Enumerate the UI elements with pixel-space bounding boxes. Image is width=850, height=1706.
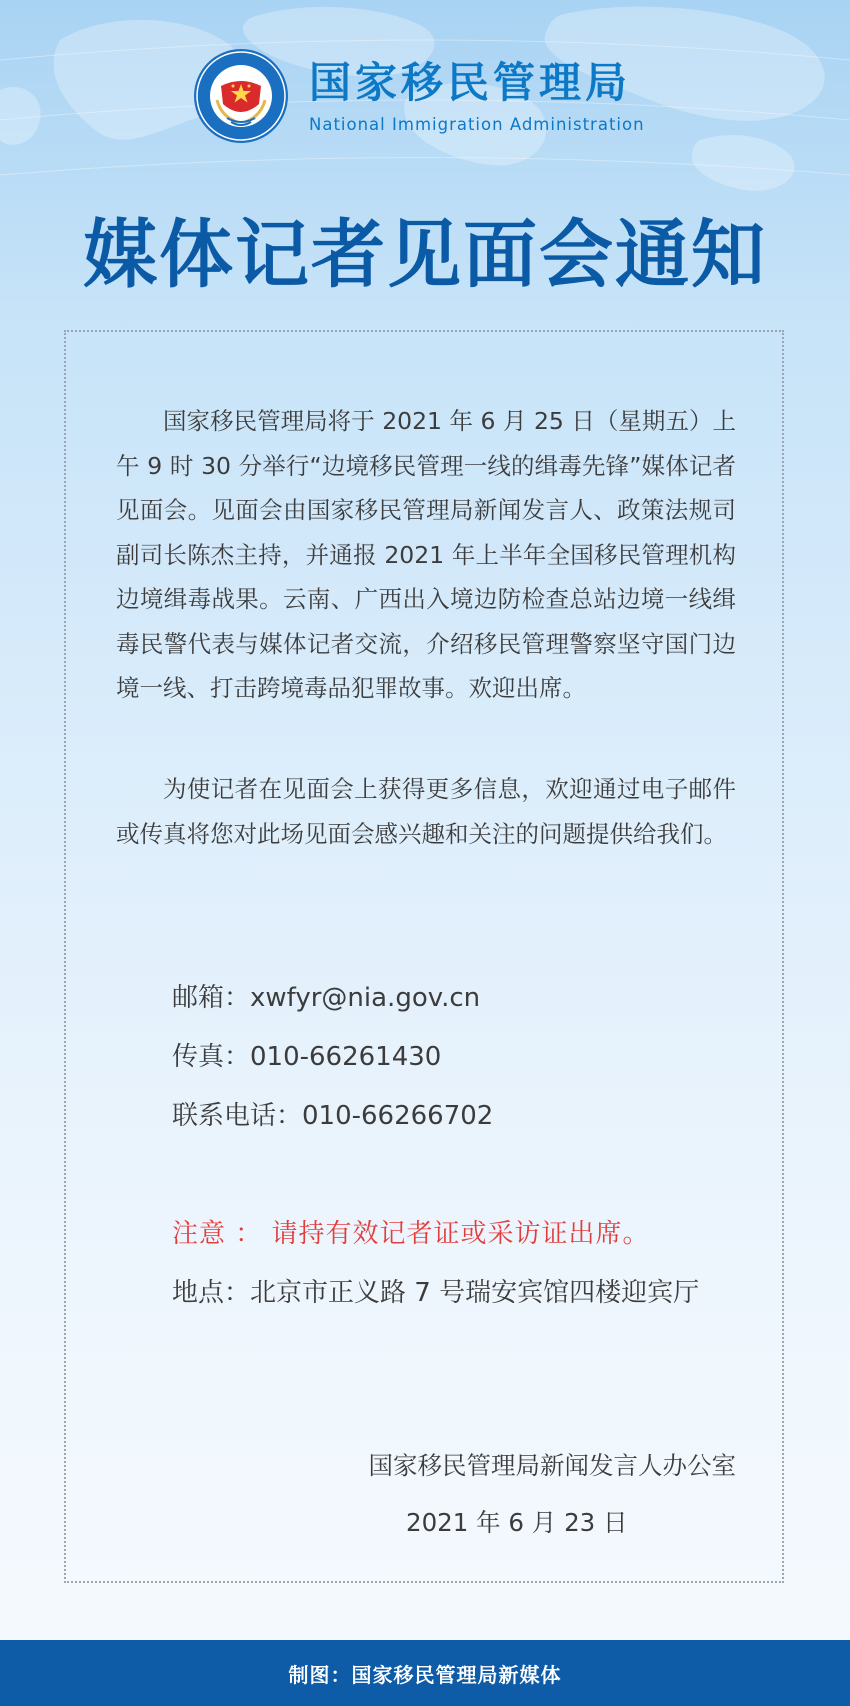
- agency-header: [193, 48, 645, 144]
- signature-office: 国家移民管理局新闻发言人办公室: [368, 1451, 736, 1480]
- venue-location: 地点：北京市正义路 7 号瑞安宾馆四楼迎宾厅: [172, 1278, 700, 1308]
- body-paragraph-1: 国家移民管理局将于 2021 年 6 月 25 日（星期五）上午 9 时 30 分举行“边境移民管理一线的缉毒先锋”媒体记者见面会。见面会由国家移民管理局新闻发言人、政策法规司副司长陈杰主持，并通报 2021 年上半年全国移民管理机构边境缉毒战果。云南、广西出入境边防检查总站边境一线缉毒民警代表与媒体记者交流，介绍移民管理警察坚守国门边境一线、打击跨境毒品犯罪故事。欢迎出席。: [116, 407, 736, 702]
- national-immigration-emblem-icon: [193, 48, 289, 144]
- contact-phone: 联系电话：010-66266702: [172, 1101, 494, 1131]
- warning-notice: 注意 ： 请持有效记者证或采访证出席。: [172, 1219, 650, 1249]
- agency-name-block: [309, 59, 645, 134]
- agency-name-en: National Immigration Administration: [309, 114, 645, 134]
- footer-bar: [0, 1640, 850, 1706]
- body-paragraph-2: 为使记者在见面会上获得更多信息，欢迎通过电子邮件或传真将您对此场见面会感兴趣和关注的问题提供给我们。: [116, 775, 736, 848]
- footer-credit: 制图：国家移民管理局新媒体: [288, 1662, 562, 1687]
- contact-fax: 传真：010-66261430: [172, 1042, 442, 1072]
- page-title: 媒体记者见面会通知: [83, 212, 767, 298]
- signature-date: 2021 年 6 月 23 日: [406, 1508, 628, 1537]
- agency-name-cn: 国家移民管理局: [309, 57, 632, 107]
- contact-email: 邮箱：xwfyr@nia.gov.cn: [172, 983, 481, 1013]
